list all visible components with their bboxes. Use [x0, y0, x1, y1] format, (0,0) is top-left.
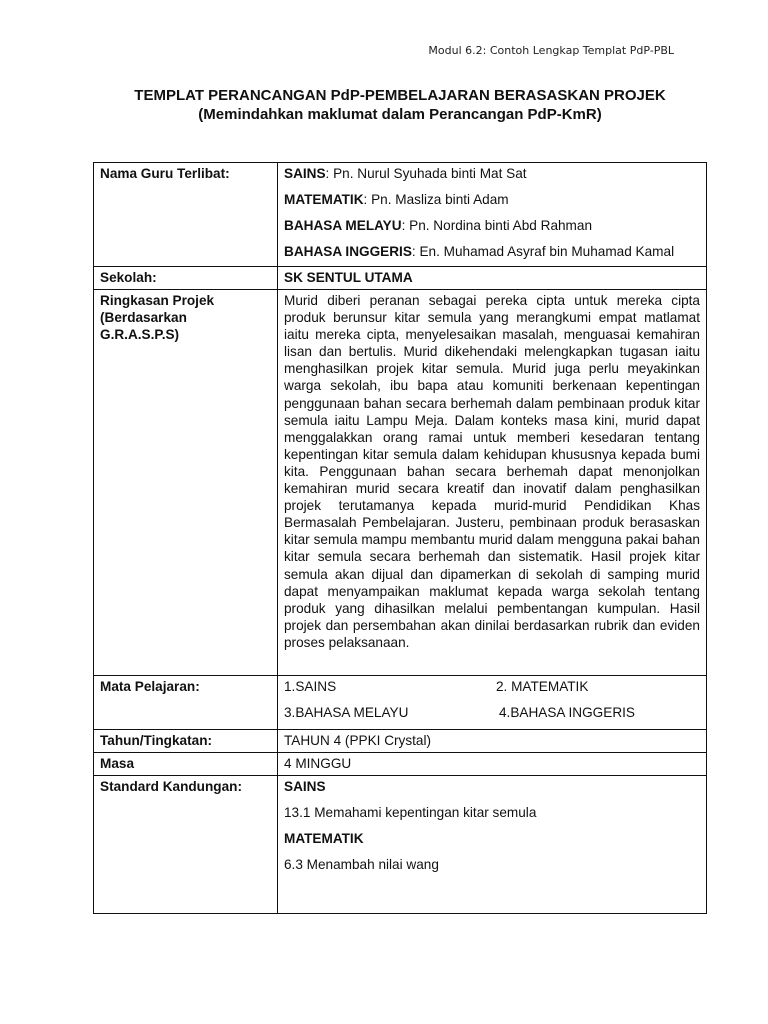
- teachers-value: [278, 163, 707, 267]
- document-title: [0, 86, 768, 124]
- duration-label: Masa: [94, 753, 278, 776]
- standard-math-item: 6.3 Menambah nilai wang: [284, 857, 439, 872]
- table-row-subjects: [94, 676, 707, 730]
- teachers-label: Nama Guru Terlibat:: [94, 163, 278, 267]
- subject-item: 1.SAINS: [284, 679, 337, 694]
- teacher-subject: MATEMATIK: [284, 192, 364, 207]
- subjects-line: [284, 678, 700, 695]
- teacher-subject: BAHASA MELAYU: [284, 218, 402, 233]
- standard-sains-heading: SAINS: [284, 779, 326, 794]
- summary-label-line3: G.R.A.S.P.S): [100, 327, 180, 342]
- document-title-line1: TEMPLAT PERANCANGAN PdP-PEMBELAJARAN BERASASKAN PROJEK: [134, 87, 666, 104]
- table-row-year: [94, 730, 707, 753]
- school-label: Sekolah:: [94, 267, 278, 290]
- teacher-name: : Pn. Masliza binti Adam: [363, 192, 509, 207]
- project-planning-table: [93, 162, 707, 914]
- duration-value: 4 MINGGU: [278, 753, 707, 776]
- table-row-summary: [94, 290, 707, 676]
- subject-item: 4.BAHASA INGGERIS: [499, 705, 635, 720]
- year-value: TAHUN 4 (PPKI Crystal): [278, 730, 707, 753]
- summary-label-line2: (Berdasarkan: [100, 310, 187, 325]
- teacher-subject: BAHASA INGGERIS: [284, 244, 412, 259]
- standard-math-heading: MATEMATIK: [284, 831, 364, 846]
- teacher-entry: [284, 243, 700, 260]
- teacher-name: : Pn. Nurul Syuhada binti Mat Sat: [325, 166, 527, 181]
- summary-text: Murid diberi peranan sebagai pereka cipta untuk mereka cipta produk berunsur kitar semula yang merangkumi empat matlamat iaitu mereka cipta, menyelesaikan masalah, menguasai kemahiran lisan dan bertulis. Murid dikehendaki melengkapkan tugasan iaitu menghasilkan projek kitar semula. Murid juga perlu meyakinkan warga sekolah, ibu bapa atau komuniti berkenaan kepentingan penggunaan bahan secara berhemah dalam pembinaan produk kitar semula iaitu Lampu Meja. Dalam konteks masa kini, murid dapat menggalakkan orang ramai untuk memberi kesedaran tentang kepentingan kitar semula dalam kehidupan khususnya kepada bumi kita. Penggunaan bahan secara berhemah dapat menonjolkan kemahiran murid secara kreatif dan inovatif dalam penghasilkan projek terutamanya kepada murid-murid Pendidikan Khas Bermasalah Pembelajaran. Justeru, pembinaan produk berasaskan kitar semula mampu membantu murid dalam mengguna pakai bahan kitar semula secara berhemah dan sistematik. Hasil projek kitar semula akan dijual dan dipamerkan di sekolah di samping murid dapat menyampaikan maklumat kepada warga sekolah tentang produk yang dihasilkan melalui pembentangan kumpulan. Hasil projek dan persembahan akan dinilai berdasarkan rubrik dan eviden proses pelaksanaan.: [284, 293, 700, 650]
- subject-item: 3.BAHASA MELAYU: [284, 705, 409, 720]
- table-row-duration: [94, 753, 707, 776]
- subjects-label: Mata Pelajaran:: [94, 676, 278, 730]
- subject-item: 2. MATEMATIK: [496, 679, 589, 694]
- summary-value: [278, 290, 707, 676]
- summary-label: [94, 290, 278, 676]
- table-row-standard: [94, 776, 707, 914]
- teacher-name: : En. Muhamad Asyraf bin Muhamad Kamal: [411, 244, 675, 259]
- standard-value: [278, 776, 707, 914]
- table-row-school: [94, 267, 707, 290]
- subjects-line: [284, 704, 700, 721]
- standard-sains-item: 13.1 Memahami kepentingan kitar semula: [284, 805, 537, 820]
- teacher-entry: [284, 165, 700, 182]
- standard-label: Standard Kandungan:: [94, 776, 278, 914]
- document-title-line2: (Memindahkan maklumat dalam Perancangan PdP-KmR): [198, 106, 602, 123]
- year-label: Tahun/Tingkatan:: [94, 730, 278, 753]
- table-row-teachers: [94, 163, 707, 267]
- teacher-entry: [284, 191, 700, 208]
- teacher-name: : Pn. Nordina binti Abd Rahman: [401, 218, 593, 233]
- summary-label-line1: Ringkasan Projek: [100, 293, 215, 308]
- subjects-value: [278, 676, 707, 730]
- school-value: SK SENTUL UTAMA: [278, 267, 707, 290]
- teacher-entry: [284, 217, 700, 234]
- page-header-module-label: Modul 6.2: Contoh Lengkap Templat PdP-PBL: [428, 44, 674, 57]
- teacher-subject: SAINS: [284, 166, 326, 181]
